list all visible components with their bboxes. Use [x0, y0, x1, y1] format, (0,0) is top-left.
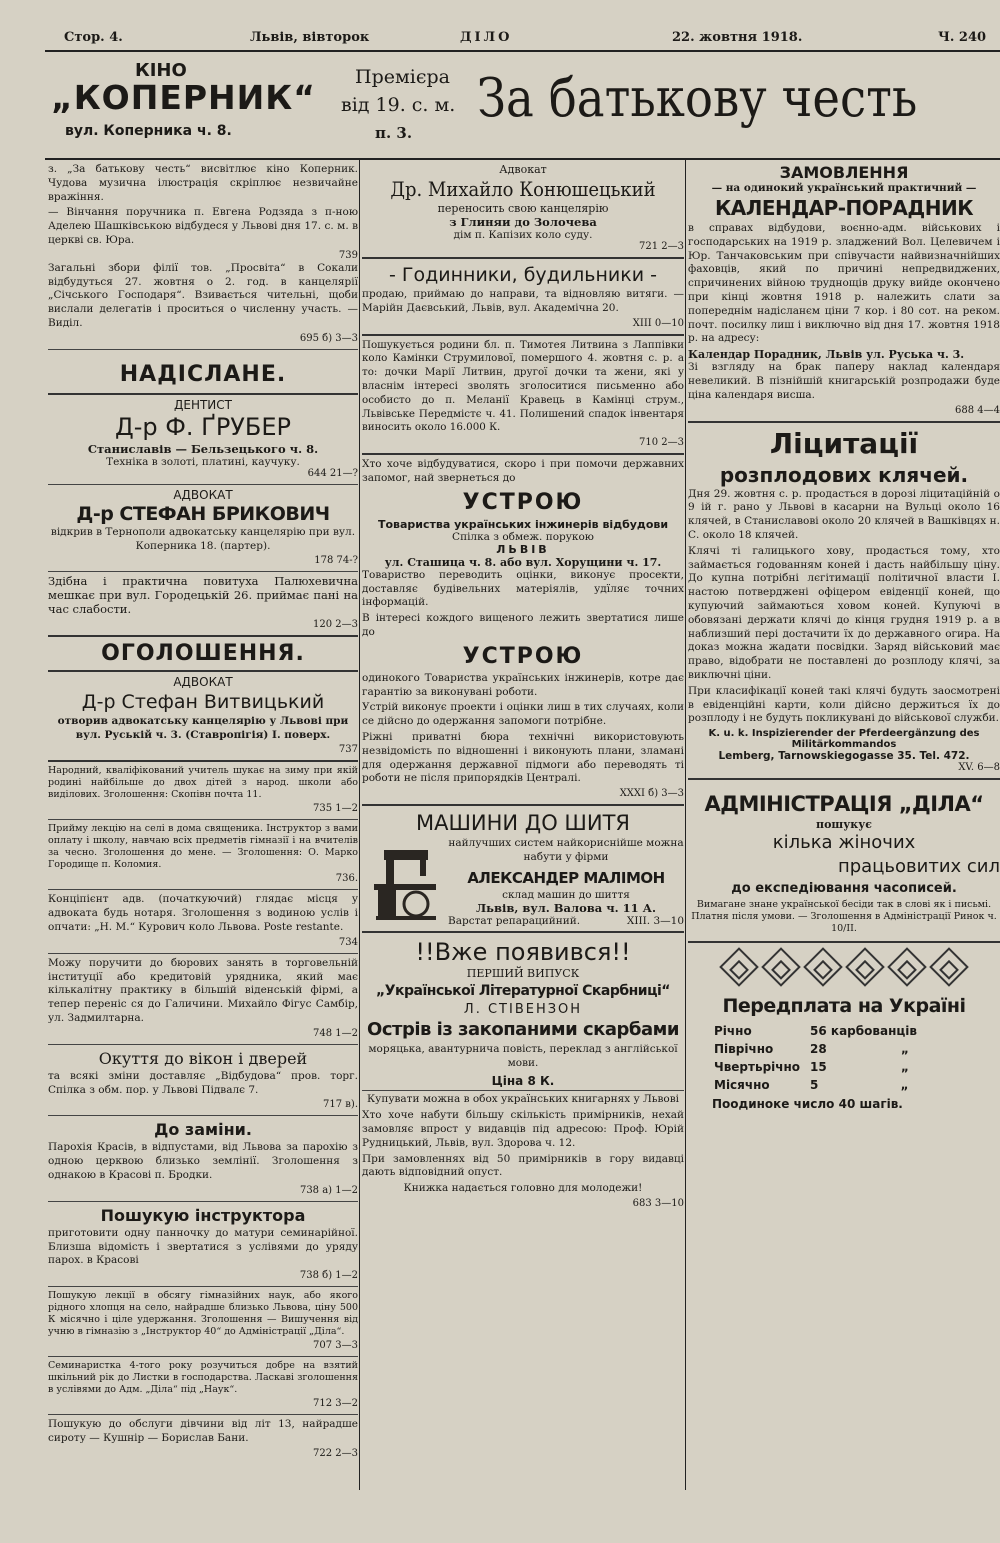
subscription-amount: 5: [810, 1078, 819, 1093]
ad-clocks-ref: XIII 0—10: [632, 317, 684, 329]
ad-brykovych-label: АДВОКАТ: [173, 487, 233, 502]
ditto-mark: „: [900, 1078, 909, 1093]
ad-tutor-text: Пошукую лекції в обсягу гімназійних наук, або якого рідного хлопця на село, найрадше близько Львова, ціну 500 К місячно і ціле удержання. Зголошення — Вишучення від учню в гімназію з „Інструктор 40“ до Адміністрації „Діла“.: [48, 1290, 358, 1338]
ad-book-youth: Книжка надається головно для молодежи!: [403, 1182, 643, 1195]
ad-instructor-text: приготовити одну панночку до матури семинарійної. Близша відомість і звертатися з услівями до уряду парох. в Красові: [48, 1226, 358, 1267]
ad-girl-ref: 722 2—3: [313, 1447, 358, 1459]
ad-seminarist: [48, 1357, 358, 1415]
header-issue: Ч. 240: [938, 30, 987, 45]
diamond-ornament-icon: [845, 947, 885, 987]
ad-book-title: Острів із закопаними скарбами: [367, 1018, 679, 1040]
ad-ustroyu-text3: одинокого Товариства українських інжинерів, котре дає гарантію за виконувані роботи.: [362, 671, 684, 698]
ad-book-discount: При замовленнях від 50 примірників в гору видавці дають відповідний опуст.: [362, 1152, 684, 1179]
ad-windows-text: та всякі зміни доставляє „Відбудова“ пров. торг. Спілка з обм. пор. у Львові Підвалє 7.: [48, 1069, 358, 1096]
ad-auction-de2: Lemberg, Tarnowskiegogasse 35. Tel. 472.: [718, 750, 970, 763]
subscription-value: [806, 1077, 921, 1093]
ad-ustroyu: [362, 455, 684, 806]
diamond-ornament-icon: [803, 947, 843, 987]
premiere-p: п. 3.: [375, 124, 413, 142]
news-meeting: Загальні збори філії тов. „Просвіта“ в Сокали відбудуться 27. жовтня о 2. год. в канцелярії „Січського Господаря“. Взивається чительні, щоби вислали делегатів і проситься о численну участь. — Виділ.: [48, 261, 358, 329]
subscription-amount: 15: [810, 1060, 827, 1075]
ad-calendar-address: Календар Порадник, Львів ул. Руська ч. 3.: [688, 348, 965, 362]
ad-auction-sub: розплодових клячей.: [719, 462, 969, 487]
ad-ustroyu-sub2: Спілка з обмеж. порукою: [452, 530, 594, 543]
ad-bureau-ref: 748 1—2: [313, 1027, 358, 1039]
ad-ustroyu-text: Товариство переводить оцінки, виконує просекти, доставляє будівельних матеріялів, удїляє точних інформацій.: [362, 568, 684, 609]
header-date: 22. жовтня 1918.: [672, 30, 803, 45]
table-row: [710, 1059, 921, 1075]
header-rule: [45, 50, 1000, 52]
ad-konyu-label: Адвокат: [499, 163, 547, 176]
ad-bureau: [48, 954, 358, 1045]
premiere-date: від 19. с. м.: [341, 94, 456, 116]
premiere-label: Премієра: [355, 66, 450, 88]
ad-auction-head: Ліцитації: [769, 426, 919, 460]
ad-calendar-head: ЗАМОВЛЕННЯ: [779, 163, 909, 182]
ad-vytvytskyi-ref: 737: [338, 744, 358, 756]
ad-gruber-address: Станиславів — Бельзецького ч. 8.: [87, 441, 319, 456]
ad-teacher-ref: 735 1—2: [313, 803, 358, 815]
ad-brykovych-ref: 178 74-?: [314, 555, 358, 567]
ad-calendar-ref: 688 4—4: [955, 404, 1000, 416]
ad-konyu-text3: дім п. Капізих коло суду.: [453, 229, 593, 241]
ad-teacher-text: Народний, кваліфікований учитель шукає на зиму при якій родині найбільше до двох дітей з народ. школи або виділових. Зголошення: Скопівн почта 11.: [48, 765, 358, 801]
ad-vytvytskyi: [48, 672, 358, 763]
ad-book-series: „Української Літературної Скарбниці“: [376, 982, 670, 999]
ad-sewing-sub2: склад машин до шиття: [502, 888, 630, 901]
ad-book-more: Хто хоче набути більшу скількість примірників, нехай замовляє впрост у видавців під адресою: Проф. Юрій Рудницький, Львів, вул. Здорова ч. 12.: [362, 1109, 684, 1149]
ad-instructor-head: Пошукую інструктора: [100, 1205, 306, 1225]
ad-midwife-ref: 120 2—3: [313, 618, 358, 630]
ad-calendar-sub: — на одинокий український практичний —: [711, 182, 977, 194]
ad-konyu-text1: переносить свою канцелярію: [437, 202, 609, 215]
ad-gruber-text: Техніка в золоті, платині, каучуку.: [106, 455, 300, 468]
ad-search-text: Пошукується родини бл. п. Тимотея Литвина з Лаппівки коло Камінки Струмилової, помершого 4. жовтня с. р. а то: дочки Марії Литвин, другої дочки та жени, які у власнім інтересі зволять зголоситися письменно або особисто до п. Меланії Кравець в Камінці струм., Львівське Передмістє ч. 41. Полишений спадок інвентаря виносить около 16.000 К.: [362, 338, 684, 434]
ad-ustroyu-sub: Товариства українських інжинерів відбудови: [377, 517, 669, 531]
ad-seminarist-text: Семинаристка 4-того року розучиться добре на взятий шкільний рік до Листки в господарства. Ласкаві зголошення в услівями до Адм. „Діла“ під „Наук“.: [48, 1360, 358, 1396]
ad-concipient-ref: 734: [338, 936, 358, 948]
ad-ustroyu-text5: Ріжні приватні бюра технічні використовують незвідомість по відношенні і виконують плани, зламані для одержання державної підмоги або переводять ті роботи не після припорядків Централі.: [362, 730, 684, 785]
column-right: [688, 160, 1000, 1485]
ad-sewing-repair: Варстат репарацийний.: [448, 914, 581, 927]
page-header: [60, 28, 987, 50]
ad-book-price: Ціна 8 К.: [491, 1074, 555, 1089]
header-paper: ДІЛО: [460, 30, 513, 45]
ad-calendar-title: КАЛЕНДАР-ПОРАДНИК: [714, 196, 974, 220]
ad-bureau-text: Можу поручити до бюрових занять в торговельній інституції або кредитовій урядника, який має кількалітну практику в більшій віденській фірмі, а тепер переніс ся до Галичини. Михайло Фігус Самбір, ул. Задмилтарна.: [48, 956, 358, 1024]
subscription-value: [806, 1059, 921, 1075]
ad-girl: [48, 1415, 358, 1460]
ad-sewing: [362, 806, 684, 933]
ad-adm-head: АДМІНІСТРАЦІЯ „ДІЛА“: [704, 792, 984, 817]
ad-administration: [688, 780, 1000, 943]
diamond-ornament-icon: [761, 947, 801, 987]
ad-seminarist-ref: 712 3—2: [313, 1398, 358, 1410]
ad-book-buy: Купувати можна в обох українських книгарнях у Львові: [362, 1090, 684, 1107]
ad-sewing-address: Львів, вул. Валова ч. 11 А.: [476, 900, 656, 915]
ad-search-ref: 710 2—3: [639, 437, 684, 449]
diamond-ornament-icon: [887, 947, 927, 987]
ornament-row: [688, 943, 1000, 991]
ad-adm-text2: працьовитих сил: [837, 856, 1000, 878]
ad-teacher: [48, 762, 358, 820]
page-number: Стор. 4.: [64, 30, 123, 45]
ad-midwife-text: Здібна і практична повитуха Палюхевична мешкає при вул. Городецькій 26. приймає пані на час слабости.: [48, 574, 358, 616]
ad-adm-sub: пошукує: [816, 818, 872, 832]
ad-auction-text1: Дня 29. жовтня с. р. продасться в дорозі ліцитаційній о 9 ій г. рано у Львові в касарни на Вульці около 16 клячей, в Станиславові около 20 клячей в Вашківцях н. С. около 18 клячей.: [688, 487, 1000, 541]
table-row: [710, 1077, 921, 1093]
ad-ustroyu-intro: Хто хоче відбудуватися, скоро і при помочи державних запомог, най звернеться до: [362, 458, 684, 484]
subscription-value: [806, 1041, 921, 1057]
ad-konyu-ref: 721 2—3: [639, 241, 684, 252]
ditto-mark: „: [900, 1042, 909, 1057]
ad-ustroyu-head2: УСТРОЮ: [462, 643, 584, 669]
ad-sewing-head: МАШИНИ ДО ШИТЯ: [415, 811, 631, 836]
sewing-machine-icon: [364, 842, 444, 922]
ad-girl-text: Пошукую до обслуги дівчини від літ 13, найрадше сироту — Кушнір — Борислав Бани.: [48, 1418, 358, 1444]
ad-auction-text2: Клячі ті галицького хову, продасться тому, хто займається годованням коней і дасть найбільшу ціну. До купна потрібні лєгітимації політичної власти I. настою потверджені офіцером евіденції коней, що купуючий займаються ховом коней. Купуючі в обовязані держати клячі до кінця грудня 1919 р. а в наблизший пері достачити їх до державного огира. На доказ можна жадати посвідки. Заряд військовий має право, відобрати не поставлені до розплоду клячі, за виключні ціни.: [688, 544, 1000, 681]
diamond-ornament-icon: [929, 947, 969, 987]
ad-gruber-ref: 644 21—?: [307, 467, 358, 479]
ad-sewing-sub: найлучших систем найкориснійше можна набути у фірми: [448, 837, 684, 863]
ad-adm-text3: до експедіювання часописей.: [731, 881, 957, 897]
table-row: [710, 1041, 921, 1057]
ad-konyu-text2: з Глиняи до Золочева: [449, 215, 597, 229]
ad-gruber: [48, 395, 358, 485]
ad-adm-text1: кілька жіночих: [772, 832, 916, 854]
ad-auction: [688, 423, 1000, 781]
ad-brykovych-text: відкрив в Тернополи адвокатську канцелярію при вул. Коперника 18. (партер).: [50, 525, 356, 552]
ad-exchange: [48, 1116, 358, 1201]
subscription-label: Місячно: [714, 1078, 770, 1093]
ad-lesson: [48, 820, 358, 890]
ad-concipient-text: Конціпієнт адв. (початкуючий) глядає місця у адвоката будь нотаря. Зголошення з водиною услів і опчати: „Н. М.“ Курович коло Львова. Poste restante.: [48, 893, 358, 933]
ad-konyushetskyi: [362, 160, 684, 259]
ad-auction-text3: При класифікації коней такі клячі будуть заосмотрені в евіденційні карти, коли дійсно держиться їх до розплоду і не будуть покликувані до військової служби.: [688, 684, 1000, 725]
ad-concipient: [48, 890, 358, 953]
ad-gruber-label: ДЕНТИСТ: [174, 397, 232, 412]
section-ogoloshennia: ОГОЛОШЕННЯ.: [48, 637, 358, 672]
news-item: [48, 160, 358, 350]
diamond-ornament-icon: [719, 947, 759, 987]
header-place: Львів, вівторок: [250, 30, 370, 45]
ad-book-author: Л. СТІВЕНЗОН: [463, 1001, 583, 1017]
subscription-amount: 28: [810, 1042, 827, 1057]
ad-tutor-ref: 707 3—3: [313, 1340, 358, 1352]
kino-address: вул. Коперника ч. 8.: [65, 123, 232, 139]
ad-book-desc: моряцька, авантурнича повість, переклад з англійської мови.: [368, 1042, 678, 1069]
ad-search: [362, 336, 684, 456]
ad-ustroyu-head1: УСТРОЮ: [462, 489, 584, 515]
ad-exchange-head: До заміни.: [154, 1120, 252, 1140]
news-meeting-ref: 695 б) 3—3: [299, 332, 358, 344]
ad-brykovych: [48, 485, 358, 573]
table-row: [710, 1023, 921, 1039]
column-middle: [362, 160, 684, 1485]
ad-midwife: [48, 572, 358, 636]
ad-ustroyu-text2: В інтересі кождого вищеного лежить звертатися лише до: [362, 612, 684, 638]
ad-calendar-note: Зі взгляду на брак паперу наклад календаря невеликий. В пізнійшій книгарській розпродажи буде ціна календаря висша.: [688, 361, 1000, 401]
ad-lesson-ref: 736.: [335, 873, 358, 885]
news-wedding: — Вінчання поручника п. Евгена Родзяда з п-ною Аделею Шашківською відбудеся у Львові дня 17. с. м. в церкві св. Юра.: [48, 206, 358, 246]
ad-exchange-ref: 738 а) 1—2: [299, 1184, 358, 1196]
ad-book-head: !!Вже появився!!: [415, 937, 631, 966]
ad-vytvytskyi-label: АДВОКАТ: [173, 674, 233, 689]
ad-tutor: [48, 1287, 358, 1357]
ad-ustroyu-city: ЛЬВІВ: [496, 542, 550, 556]
ad-clocks-head: - Годинники, будильники -: [389, 264, 657, 286]
ad-instructor-ref: 738 б) 1—2: [299, 1270, 358, 1282]
ad-ustroyu-text4: Устрій виконує проекти і оцінки лиш в тих случаях, коли се дійсно до одержання запомоги потрібне.: [362, 701, 684, 728]
section-nadislane: НАДІСЛАНЕ.: [48, 350, 358, 395]
ad-book-sub: ПЕРШИЙ ВИПУСК: [466, 966, 580, 980]
ad-subscription: [688, 943, 1000, 1111]
ad-clocks-text: продаю, приймаю до направи, та відновляю витяги. — Марійн Даєвський, Львів, вул. Академічна 20.: [362, 288, 684, 314]
subscription-value: 56 карбованців: [810, 1024, 917, 1039]
kino-label: КІНО: [135, 60, 187, 81]
column-rule-2: [685, 160, 686, 1490]
ad-instructor: [48, 1202, 358, 1287]
kino-name: „КОПЕРНИК“: [51, 78, 316, 117]
ad-konyu-name: Др. Михайло Конюшецький: [390, 177, 656, 201]
subscription-label: Річно: [714, 1024, 752, 1039]
subscription-label: Чвертьрічно: [714, 1060, 801, 1075]
subscription-label: Піврічно: [714, 1042, 774, 1057]
ad-ustroyu-ref: XXXI б) 3—3: [619, 788, 684, 800]
subscription-single: Поодиноке число 40 шагів.: [712, 1097, 903, 1112]
ad-clocks: [362, 259, 684, 336]
column-rule-1: [359, 160, 360, 1490]
ad-auction-ref: XV. 6—8: [958, 762, 1000, 774]
ditto-mark: „: [900, 1060, 909, 1075]
ad-sewing-firm: АЛЕКСАНДЕР МАЛІМОН: [467, 868, 665, 887]
ad-windows: [48, 1045, 358, 1117]
ad-brykovych-name: Д-р СТЕФАН БРИКОВИЧ: [76, 502, 330, 525]
news-film: з. „За батькову честь“ висвітлює кіно Коперник. Чудова музична ілюстрація скріплює незвичайне вражіння.: [48, 163, 358, 203]
ad-vytvytskyi-name: Д-р Стефан Витвицький: [81, 690, 325, 713]
ad-calendar: [688, 160, 1000, 423]
ad-adm-note: Вимагане знане української бесіди так в слові як і письмі. Платня після умови. — Зголошення в Адміністрації Ринок ч. 10/II.: [691, 899, 997, 935]
ad-windows-head: Окуття до вікон і дверей: [98, 1048, 308, 1068]
ad-auction-de1: K. u. k. Inspizierender der Pferdeergänzung des Militärkommandos: [708, 728, 980, 751]
ad-calendar-text: в справах відбудови, воєнно-адм. військових і господарських на 1919 р. зладжений Вол. Целевичем і Юр. Танчаковським при співучасти найвизначнійших фаховців, який по причині непредвиджених, спричинених війною труднощів друку вийде окончено при кінці жовтня 1918 р. належить слати за попереднім надісланєм ціни 7 кор. і 80 сот. на реком. почт. посилку лиш і виключно від дня 17. жовтня 1918 р. на адресу:: [688, 222, 1000, 345]
ad-subscription-head: Передплата на Україні: [722, 995, 966, 1018]
kino-banner: [45, 60, 1000, 160]
ad-gruber-name: Д-р Ф. ҐРУБЕР: [114, 412, 292, 441]
news-wedding-ref: 739: [338, 249, 358, 261]
ad-windows-ref: 717 в).: [323, 1099, 358, 1111]
subscription-table: [708, 1021, 923, 1095]
film-title: За батькову честь: [477, 68, 918, 129]
ad-book: [362, 933, 684, 1210]
ad-exchange-text: Парохія Красів, в відпустами, від Львова за парохію з одною церквою близько землінії. Зголошення з однакою в Красові п. Бродки.: [48, 1141, 358, 1181]
column-left: [48, 160, 358, 1485]
ad-book-ref: 683 3—10: [632, 1197, 684, 1209]
ad-sewing-ref: XIII. 3—10: [626, 914, 684, 927]
ad-vytvytskyi-text: отворив адвокатську канцелярію у Львові при вул. Руській ч. 3. (Ставропігія) I. поверх.: [57, 714, 349, 741]
ad-lesson-text: Прийму лекцію на селі в дома священика. Інструктор з вами оплату і школу, навчаю всіх предметів гімназії і на вчителів за чесно. Зголошення до мене. — Зголошення: О. Марко Городище п. Коломия.: [48, 823, 358, 871]
ad-ustroyu-address: ул. Сташица ч. 8. або вул. Хорущини ч. 17.: [384, 555, 662, 569]
